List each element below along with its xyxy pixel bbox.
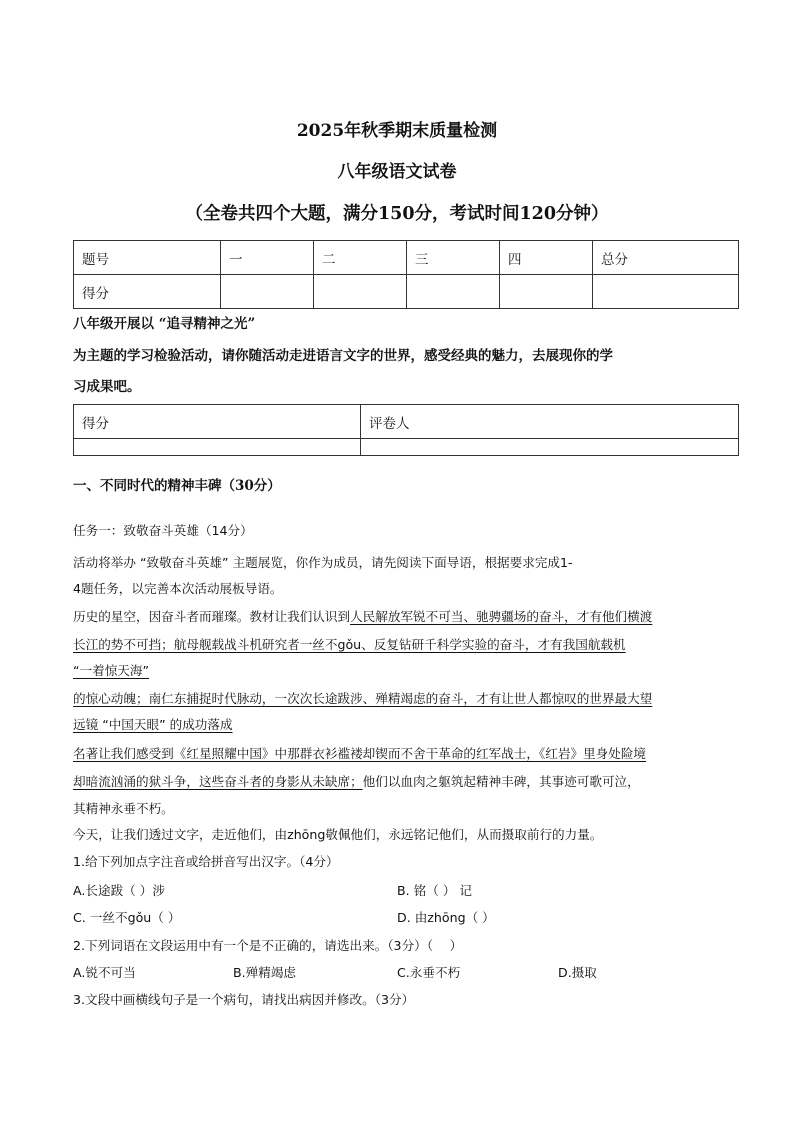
passage-line: 其精神永垂不朽。 <box>73 801 174 816</box>
question-3: 3.文段中画横线句子是一个病句，请找出病因并修改。（3分） <box>73 992 415 1007</box>
score-input-cell[interactable] <box>314 275 407 309</box>
section-heading: 一、不同时代的精神丰碑（30分） <box>73 478 281 494</box>
question-1: 1.给下列加点字注音或给拼音写出汉字。（4分） <box>73 854 339 869</box>
passage-line <box>73 771 640 790</box>
score-header-cell: 总分 <box>593 241 739 275</box>
grader-table <box>73 404 739 456</box>
score-header-cell: 一 <box>221 241 314 275</box>
q1-option-c[interactable]: C. 一丝不gǒu（ ） <box>73 910 181 925</box>
grader-name-input[interactable] <box>361 439 739 456</box>
q2-option-c[interactable]: C.永垂不朽 <box>397 965 461 980</box>
score-table-header-row <box>74 241 739 275</box>
exam-subtitle: 八年级语文试卷 <box>337 162 457 182</box>
question-2: 2.下列词语在文段运用中有一个是不正确的，请选出来。（3分）（ ） <box>73 938 463 953</box>
intro-line-2: 为主题的学习检验活动，请你随活动走进语言文字的世界，感受经典的魅力，去展现你的学 <box>73 348 613 364</box>
score-input-cell[interactable] <box>593 275 739 309</box>
grader-table-header-row <box>74 405 739 439</box>
grader-score-label: 得分 <box>74 405 361 439</box>
underlined-sentence: 人民解放军锐不可当、驰骋疆场的奋斗，才有他们横渡 <box>350 609 653 624</box>
passage-line <box>73 606 652 625</box>
q2-option-d[interactable]: D.摄取 <box>558 965 597 980</box>
score-row-label: 得分 <box>74 275 221 309</box>
underlined-sentence: 却暗流汹涌的狱斗争，这些奋斗者的身影从未缺席； <box>73 774 363 789</box>
grader-name-label: 评卷人 <box>361 405 739 439</box>
underlined-sentence: 的惊心动魄；南仁东捕捉时代脉动，一次次长途跋涉、殚精竭虑的奋斗，才有让世人都惊叹的世界最大望 <box>73 691 653 706</box>
grader-score-input[interactable] <box>74 439 361 456</box>
passage-text: 他们以血肉之躯筑起精神丰碑，其事迹可歌可泣， <box>362 774 640 789</box>
grader-table-input-row <box>74 439 739 456</box>
score-header-cell: 题号 <box>74 241 221 275</box>
passage-line: 今天，让我们透过文字，走近他们，由zhōng敬佩他们，永远铭记他们，从而摄取前行的力量。 <box>73 827 603 842</box>
score-header-cell: 三 <box>407 241 500 275</box>
score-header-cell: 二 <box>314 241 407 275</box>
passage-line: 4题任务，以完善本次活动展板导语。 <box>73 581 283 596</box>
passage-line: 活动将举办 “致敬奋斗英雄” 主题展览，你作为成员，请先阅读下面导语，根据要求完成1- <box>73 555 573 570</box>
score-input-cell[interactable] <box>407 275 500 309</box>
q1-option-d[interactable]: D. 由zhōng（ ） <box>397 910 495 925</box>
intro-line-3: 习成果吧。 <box>73 379 141 395</box>
q2-option-a[interactable]: A.锐不可当 <box>73 965 136 980</box>
exam-title: 2025年秋季期末质量检测 <box>296 121 498 141</box>
task-heading: 任务一：致敬奋斗英雄（14分） <box>73 523 253 538</box>
score-header-cell: 四 <box>500 241 593 275</box>
underlined-sentence: 远镜 “中国天眼” 的成功落成 <box>73 717 233 732</box>
score-table <box>73 240 739 309</box>
underlined-sentence: “一着惊天海” <box>73 663 150 678</box>
underlined-sentence: 长江的势不可挡；航母舰载战斗机研究者一丝不gǒu、反复钻研千科学实验的奋斗，才有我国航载机 <box>73 637 626 652</box>
underlined-sentence: 名著让我们感受到《红星照耀中国》中那群衣衫褴褛却锲而不舍干革命的红军战士，《红岩》里身处险境 <box>73 746 647 761</box>
score-input-cell[interactable] <box>500 275 593 309</box>
passage-text: 历史的星空，因奋斗者而璀璨。教材让我们认识到 <box>73 609 351 624</box>
q2-option-b[interactable]: B.殚精竭虑 <box>233 965 297 980</box>
exam-note: （全卷共四个大题，满分150分，考试时间120分钟） <box>185 204 609 224</box>
q1-option-a[interactable]: A.长途跋（ ）涉 <box>73 883 165 898</box>
intro-line-1: 八年级开展以 “追寻精神之光” <box>73 316 256 332</box>
score-input-cell[interactable] <box>221 275 314 309</box>
q1-option-b[interactable]: B. 铭（ ） 记 <box>397 883 473 898</box>
score-table-score-row <box>74 275 739 309</box>
